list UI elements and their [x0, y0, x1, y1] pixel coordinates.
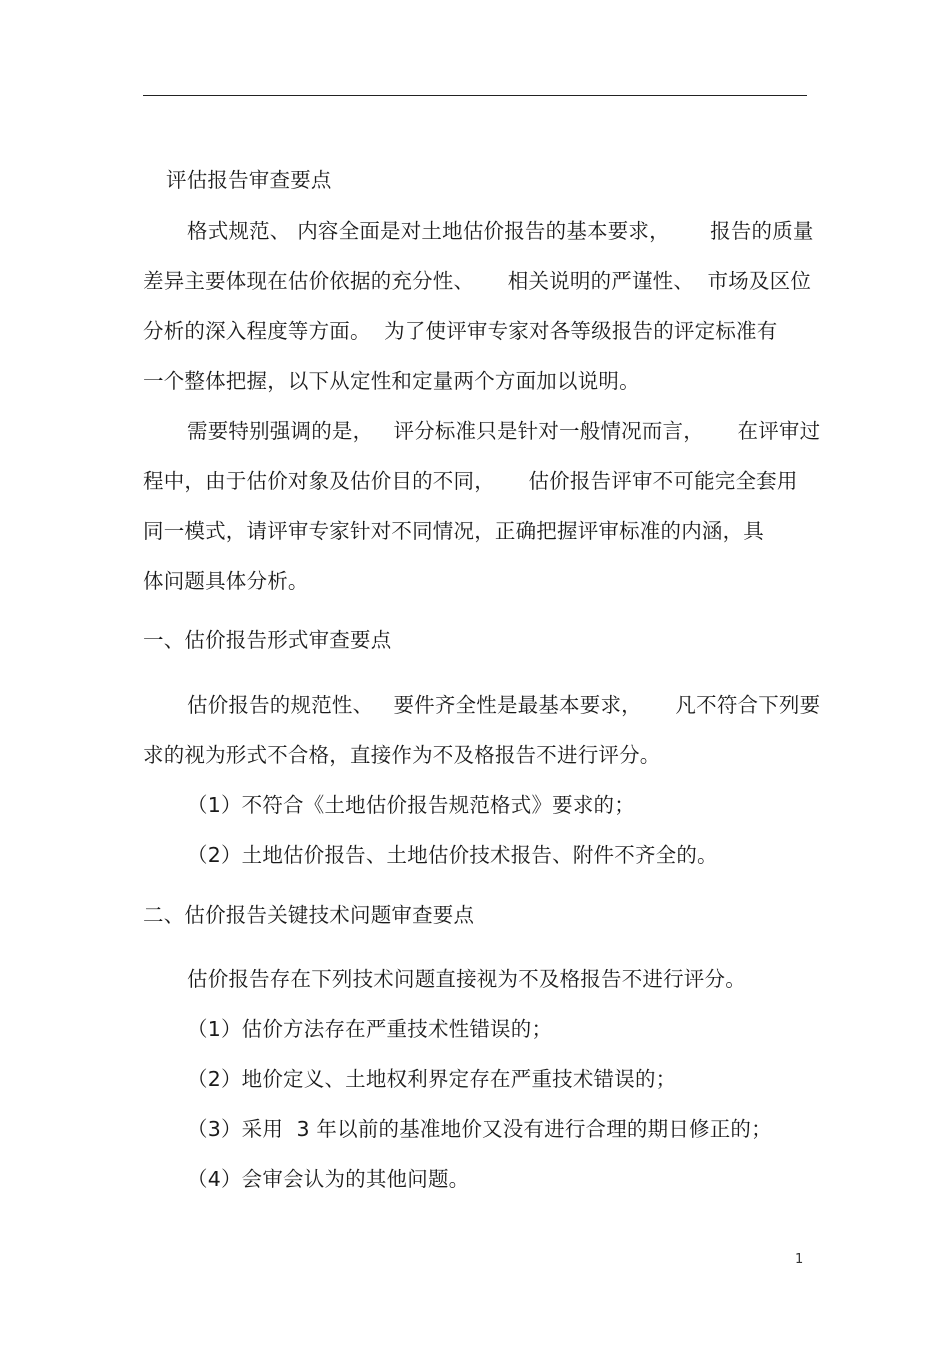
section2-para-line-1: 估价报告存在下列技术问题直接视为不及格报告不进行评分。 [187, 967, 746, 991]
intro-p2-line-2: 程中，由于估价对象及估价目的不同， 估价报告评审不可能完全套用 [143, 469, 798, 493]
section2-heading: 二、估价报告关键技术问题审查要点 [143, 903, 475, 927]
header-rule [143, 95, 807, 96]
section1-para-line-2: 求的视为形式不合格，直接作为不及格报告不进行评分。 [143, 743, 661, 767]
intro-p2-line-3: 同一模式，请评审专家针对不同情况，正确把握评审标准的内涵，具 [143, 519, 764, 543]
section1-heading: 一、估价报告形式审查要点 [143, 628, 392, 652]
section2-item-3: （3）采用 3 年以前的基准地价又没有进行合理的期日修正的； [187, 1117, 772, 1141]
intro-p2-line-4: 体问题具体分析。 [143, 569, 309, 593]
intro-p2-line-1: 需要特别强调的是， 评分标准只是针对一般情况而言， 在评审过 [187, 419, 821, 443]
intro-p1-line-4: 一个整体把握，以下从定性和定量两个方面加以说明。 [143, 369, 640, 393]
section2-item-2: （2）地价定义、土地权利界定存在严重技术错误的； [187, 1067, 677, 1091]
intro-p1-line-3: 分析的深入程度等方面。 为了使评审专家对各等级报告的评定标准有 [143, 319, 778, 343]
document-title: 评估报告审查要点 [166, 168, 332, 192]
intro-p1-line-2: 差异主要体现在估价依据的充分性、 相关说明的严谨性、 市场及区位 [143, 269, 812, 293]
section1-item-2: （2）土地估价报告、土地估价技术报告、附件不齐全的。 [187, 843, 718, 867]
section1-item-1: （1）不符合《土地估价报告规范格式》要求的； [187, 793, 635, 817]
section2-item-4: （4）会审会认为的其他问题。 [187, 1167, 470, 1191]
section2-item-1: （1）估价方法存在严重技术性错误的； [187, 1017, 553, 1041]
page-number: 1 [795, 1252, 804, 1267]
section1-para-line-1: 估价报告的规范性、 要件齐全性是最基本要求， 凡不符合下列要 [187, 693, 821, 717]
intro-p1-line-1: 格式规范、 内容全面是对土地估价报告的基本要求， 报告的质量 [187, 219, 814, 243]
